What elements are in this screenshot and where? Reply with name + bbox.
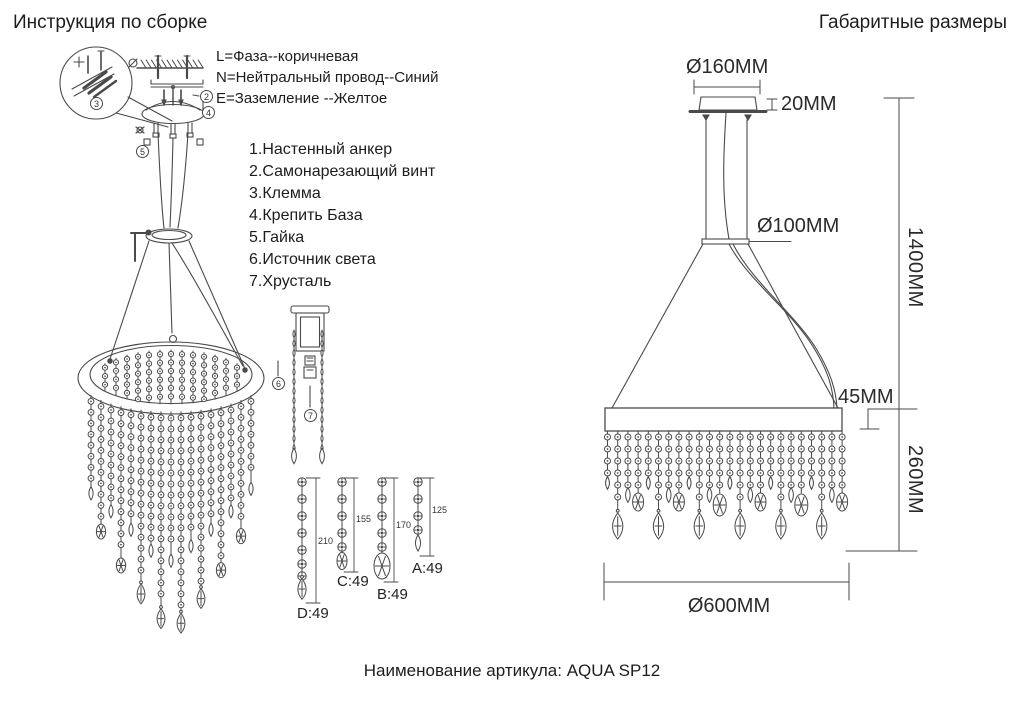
strand-length-d: 210 xyxy=(318,536,334,546)
callout-terminal: 3 xyxy=(90,97,103,110)
crystal-band xyxy=(605,408,842,431)
dim-fixture-diameter: Ø600MM xyxy=(687,595,771,617)
callout-crystal: 7 xyxy=(304,409,317,422)
strand-length-a: 125 xyxy=(432,505,448,515)
part-item-7: 7.Хрусталь xyxy=(249,273,332,290)
strand-label-c: C:49 xyxy=(337,573,369,590)
cone-wires xyxy=(108,241,247,372)
dim-canopy-height: 20MM xyxy=(781,93,837,115)
dimension-lines xyxy=(604,80,917,600)
dim-crystal-drop: 260MM xyxy=(904,445,926,515)
band-crystal-strands xyxy=(605,431,848,539)
canopy-drawing xyxy=(136,86,204,146)
cone-side-view xyxy=(612,244,838,408)
callout-screw: 2 xyxy=(200,90,213,103)
parts-list xyxy=(249,139,435,293)
dim-canopy-diameter: Ø160MM xyxy=(686,56,769,78)
wiring-legend xyxy=(216,46,439,109)
part-item-6: 6.Источник света xyxy=(249,251,376,268)
ceiling xyxy=(129,56,203,78)
wiring-legend-ground: E=Заземление --Желтое xyxy=(216,90,388,107)
strand-length-c: 155 xyxy=(356,514,372,524)
strand-length-b: 170 xyxy=(396,520,412,530)
right-dimension-drawing xyxy=(604,80,917,600)
wiring-legend-phase: L=Фаза--коричневая xyxy=(216,48,359,65)
callout-nut: 5 xyxy=(136,145,149,158)
strand-label-b: B:49 xyxy=(377,586,408,603)
canopy-side-view xyxy=(690,97,766,120)
dim-ring-diameter: Ø100MM xyxy=(757,215,840,237)
part-item-1: 1.Настенный анкер xyxy=(249,141,393,158)
ring-hanging-strands xyxy=(88,395,254,633)
part-item-4: 4.Крепить База xyxy=(249,207,363,224)
callout-base: 4 xyxy=(202,106,215,119)
dim-band-height: 45MM xyxy=(838,386,894,408)
part-item-5: 5.Гайка xyxy=(249,229,305,246)
suspension-wires xyxy=(146,133,192,243)
ring-bead-grid xyxy=(102,350,239,404)
article-name: Наименование артикула: AQUA SP12 xyxy=(363,661,661,680)
wiring-legend-neutral: N=Нейтральный провод--Синий xyxy=(216,69,439,86)
dimensions-title: Габаритные размеры xyxy=(818,12,1007,33)
assembly-title: Инструкция по сборке xyxy=(13,12,208,33)
part-item-2: 2.Самонарезающий винт xyxy=(249,163,436,180)
strand-label-d: D:49 xyxy=(297,605,329,622)
part-item-3: 3.Клемма xyxy=(249,185,321,202)
left-assembly-drawing xyxy=(60,47,434,633)
callout-light-source: 6 xyxy=(272,377,285,390)
strand-label-a: A:49 xyxy=(412,560,443,577)
dim-overall-height: 1400MM xyxy=(904,227,926,308)
